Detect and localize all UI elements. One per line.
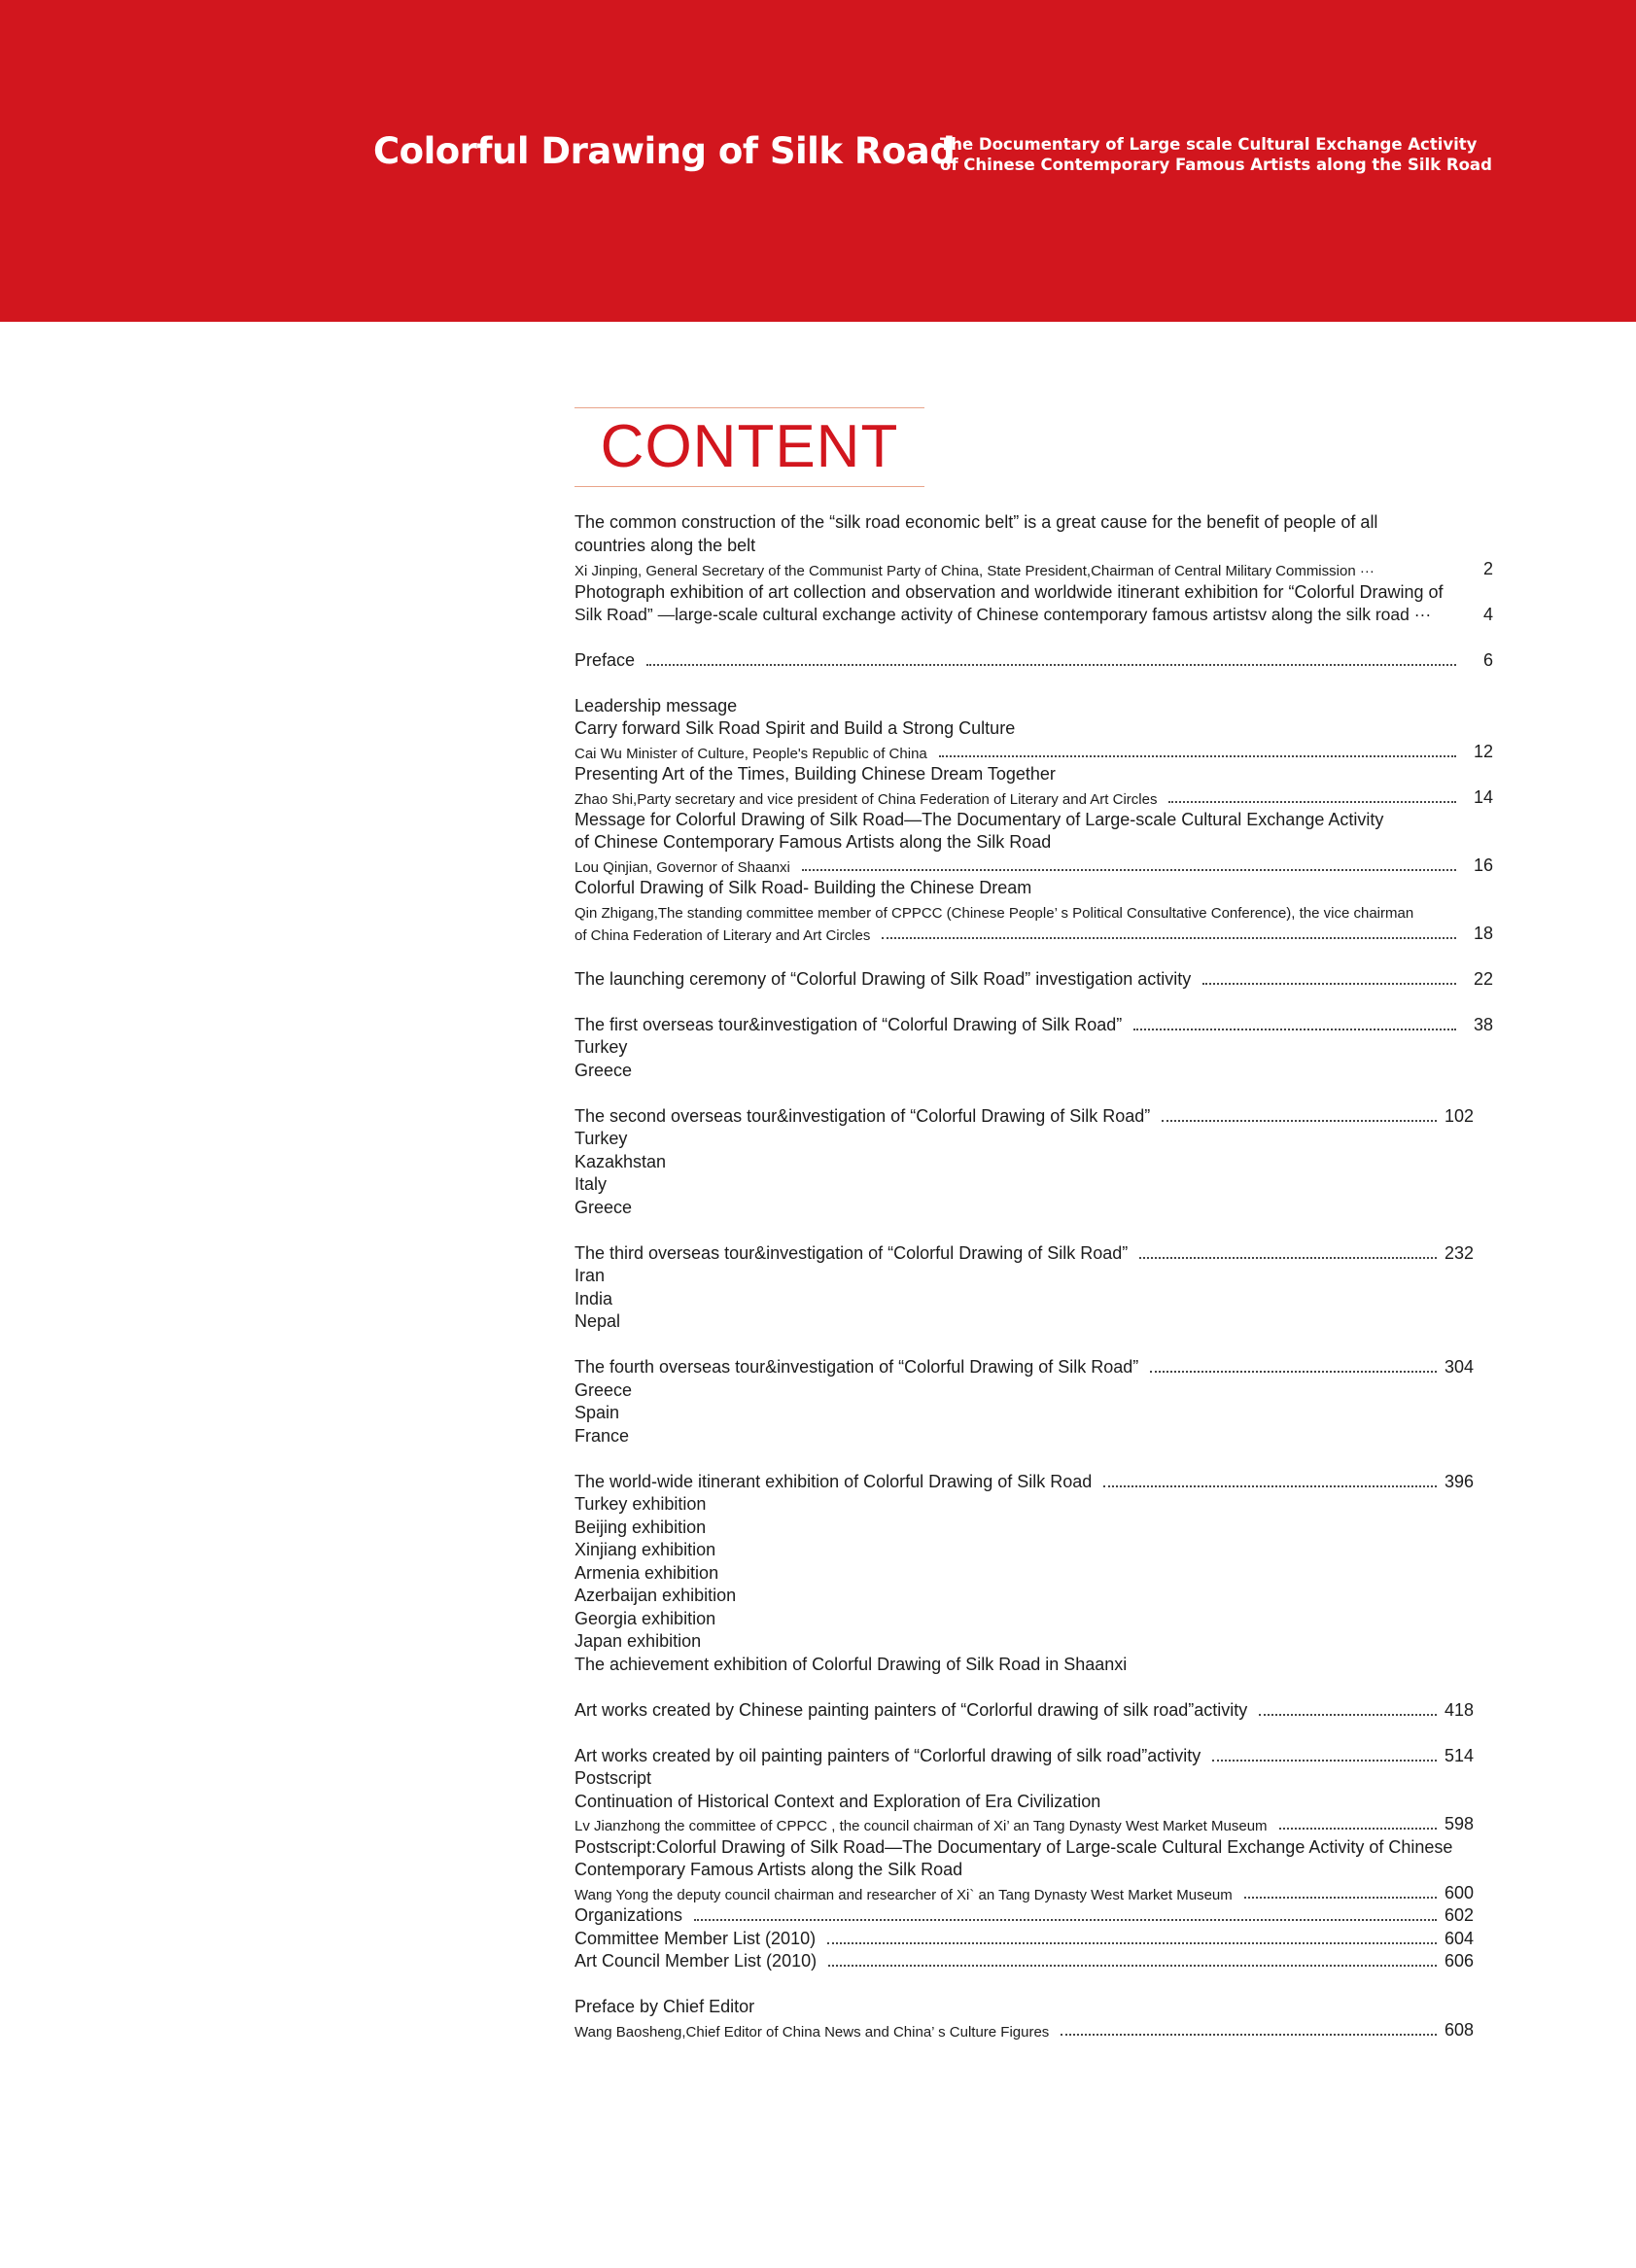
toc-entry <box>574 1515 1493 1538</box>
toc-entry <box>574 807 1493 830</box>
toc-page-number: 606 <box>1444 1951 1474 1971</box>
toc-entry-title: Azerbaijan exhibition <box>574 1586 737 1605</box>
toc-dot-leader <box>1212 1759 1437 1762</box>
toc-entry-title: Cai Wu Minister of Culture, People's Republic of China <box>574 746 927 762</box>
toc-page-number: 6 <box>1482 650 1493 670</box>
toc-entry-title: France <box>574 1426 630 1446</box>
toc-dot-leader <box>939 754 1456 757</box>
toc-page-number: 304 <box>1444 1357 1474 1377</box>
toc-entry <box>574 1308 1493 1332</box>
toc-page-number: 602 <box>1444 1905 1474 1925</box>
toc-entry-title: Iran <box>574 1266 606 1285</box>
toc-page-number: 608 <box>1444 2020 1474 2040</box>
toc-entry-title: Colorful Drawing of Silk Road- Building the Chinese Dream <box>574 878 1032 897</box>
toc-entry <box>574 898 1493 922</box>
toc-entry-title: Spain <box>574 1403 620 1422</box>
toc-page-number: 16 <box>1473 855 1493 875</box>
content-heading-box <box>574 407 924 487</box>
toc-entry-title: Organizations <box>574 1905 683 1925</box>
toc-entry <box>574 1743 1474 1766</box>
toc-entry-title: Message for Colorful Drawing of Silk Road—The Documentary of Large-scale Cultural Exchange Activity <box>574 810 1384 829</box>
toc-entry <box>574 785 1493 808</box>
toc-page-number: 232 <box>1444 1243 1474 1263</box>
toc-entry-title: Turkey <box>574 1129 628 1148</box>
toc-dot-leader <box>1244 1896 1437 1899</box>
toc-entry <box>574 761 1493 785</box>
toc-page-number: 102 <box>1444 1106 1474 1126</box>
toc-entry <box>574 693 1493 716</box>
toc-dot-leader <box>827 1941 1437 1944</box>
toc-entry <box>574 875 1493 898</box>
toc-entry-title: Contemporary Famous Artists along the Silk Road <box>574 1860 963 1879</box>
toc-page-number: 598 <box>1444 1814 1474 1833</box>
toc-entry-title: Postscript <box>574 1768 652 1788</box>
toc-entry-title: of China Federation of Literary and Art Circles <box>574 927 871 944</box>
toc-entry <box>574 1354 1474 1378</box>
toc-entry-title: The common construction of the “silk road economic belt” is a great cause for the benefit of people of all <box>574 512 1378 532</box>
toc-dot-leader <box>1061 2033 1437 2036</box>
book-title: Colorful Drawing of Silk Road <box>373 130 956 172</box>
toc-entry-title: of Chinese Contemporary Famous Artists along the Silk Road <box>574 832 1052 852</box>
toc-entry <box>574 556 1493 579</box>
toc-entry <box>574 1012 1493 1035</box>
toc-entry <box>574 1926 1474 1949</box>
toc-entry <box>574 1378 1493 1401</box>
toc-page-number: 396 <box>1444 1472 1474 1491</box>
toc-entry-title: The fourth overseas tour&investigation of “Colorful Drawing of Silk Road” <box>574 1357 1139 1377</box>
toc-page-number: 600 <box>1444 1883 1474 1902</box>
toc-entry <box>574 647 1493 671</box>
toc-entry-title: Beijing exhibition <box>574 1518 707 1537</box>
toc-dot-leader <box>1103 1484 1437 1487</box>
toc-entry <box>574 1286 1493 1309</box>
toc-entry-title: The second overseas tour&investigation of “Colorful Drawing of Silk Road” <box>574 1106 1151 1126</box>
toc-dot-leader <box>1279 1827 1437 1830</box>
toc-entry-title: Kazakhstan <box>574 1152 667 1171</box>
toc-entry-title: Wang Baosheng,Chief Editor of China News and China’ s Culture Figures <box>574 2024 1050 2041</box>
toc-entry-title: The third overseas tour&investigation of “Colorful Drawing of Silk Road” <box>574 1243 1129 1263</box>
toc-entry-title: Lou Qinjian, Governor of Shaanxi <box>574 859 790 876</box>
toc-entry <box>574 1902 1474 1926</box>
toc-entry <box>574 1103 1474 1127</box>
toc-entry <box>574 1171 1493 1195</box>
toc-dot-leader <box>1139 1256 1437 1259</box>
toc-page-number: 514 <box>1444 1746 1474 1765</box>
toc-entry-title: Xinjiang exhibition <box>574 1540 716 1559</box>
toc-entry <box>574 1058 1493 1081</box>
toc-page-number: 4 <box>1482 605 1493 624</box>
toc-dot-leader <box>1202 982 1456 985</box>
toc-entry-title: Greece <box>574 1198 633 1217</box>
toc-entry <box>574 1400 1493 1423</box>
toc-entry <box>574 1628 1493 1652</box>
toc-dot-leader <box>828 1964 1437 1967</box>
toc-entry-title: Art Council Member List (2010) <box>574 1951 818 1971</box>
toc-entry-title: Greece <box>574 1061 633 1080</box>
book-subtitle-line2: of Chinese Contemporary Famous Artists along the Silk Road <box>940 156 1492 174</box>
toc-entry-title: Italy <box>574 1174 608 1194</box>
toc-dot-leader <box>882 936 1456 939</box>
toc-entry <box>574 921 1493 944</box>
toc-entry-title: Art works created by oil painting painters of “Corlorful drawing of silk road”activity <box>574 1746 1201 1765</box>
header-banner <box>0 0 1636 322</box>
toc-entry-title: Photograph exhibition of art collection and observation and worldwide itinerant exhibition for “Colorful Drawing of <box>574 582 1444 602</box>
toc-entry-title: Japan exhibition <box>574 1631 702 1651</box>
toc-entry <box>574 1765 1493 1789</box>
toc-dot-leader <box>1150 1370 1437 1373</box>
toc-page-number: 18 <box>1473 924 1493 943</box>
toc-page-number: 2 <box>1482 559 1493 578</box>
toc-page-number: 22 <box>1473 969 1493 989</box>
toc-entry <box>574 533 1493 556</box>
toc-dot-leader <box>1259 1713 1437 1716</box>
toc-entry-title: Qin Zhigang,The standing committee member of CPPCC (Chinese People’ s Political Consultative Conference), the vice chairman <box>574 905 1414 922</box>
book-subtitle <box>940 134 1492 175</box>
toc-entry <box>574 739 1493 762</box>
toc-entry-title: Leadership message <box>574 696 738 715</box>
toc-entry <box>574 1994 1493 2017</box>
toc-entry <box>574 1583 1493 1606</box>
toc-entry <box>574 1857 1493 1880</box>
toc-entry-title: Wang Yong the deputy council chairman and researcher of Xi` an Tang Dynasty West Market Museum <box>574 1887 1233 1903</box>
toc-entry-title: countries along the belt <box>574 536 756 555</box>
toc-entry <box>574 1606 1493 1629</box>
toc-entry <box>574 1469 1474 1492</box>
toc-entry-title: Zhao Shi,Party secretary and vice president of China Federation of Literary and Art Circles <box>574 791 1158 808</box>
toc-entry-title: The launching ceremony of “Colorful Drawing of Silk Road” investigation activity <box>574 969 1192 989</box>
toc-dot-leader <box>694 1918 1437 1921</box>
toc-entry <box>574 829 1493 853</box>
toc-entry <box>574 1149 1493 1172</box>
toc-entry-title: Presenting Art of the Times, Building Chinese Dream Together <box>574 764 1056 784</box>
toc-entry <box>574 1263 1493 1286</box>
toc-dot-leader <box>802 868 1456 871</box>
toc-entry <box>574 1537 1493 1560</box>
toc-entry-title: The first overseas tour&investigation of “Colorful Drawing of Silk Road” <box>574 1015 1123 1034</box>
toc-entry <box>574 1423 1493 1447</box>
toc-page-number: 14 <box>1473 787 1493 807</box>
content-heading: CONTENT <box>600 413 899 480</box>
toc-entry-title: Georgia exhibition <box>574 1609 716 1628</box>
toc-entry <box>574 579 1493 603</box>
toc-entry <box>574 1491 1493 1515</box>
toc-entry-title: Preface by Chief Editor <box>574 1997 755 2016</box>
toc-entry <box>574 1880 1474 1903</box>
toc-entry <box>574 1195 1493 1218</box>
toc-entry <box>574 1126 1493 1149</box>
toc-page-number: 12 <box>1473 742 1493 761</box>
toc-entry <box>574 1834 1493 1858</box>
toc-entry <box>574 715 1493 739</box>
book-subtitle-line1: The Documentary of Large scale Cultural Exchange Activity <box>940 135 1478 154</box>
toc-entry-title: Continuation of Historical Context and Exploration of Era Civilization <box>574 1792 1101 1811</box>
toc-entry <box>574 602 1493 625</box>
toc-entry <box>574 1652 1493 1675</box>
toc-entry-title: Lv Jianzhong the committee of CPPCC , the council chairman of Xi’ an Tang Dynasty West Market Museum <box>574 1818 1268 1834</box>
toc-entry <box>574 1697 1474 1721</box>
toc-entry-title: Carry forward Silk Road Spirit and Build a Strong Culture <box>574 718 1016 738</box>
toc-entry-title: Turkey exhibition <box>574 1494 707 1514</box>
toc-entry <box>574 1789 1493 1812</box>
toc-entry-title: Silk Road” —large-scale cultural exchange activity of Chinese contemporary famous artistsv along the silk road ··· <box>574 605 1432 624</box>
toc-dot-leader <box>646 663 1456 666</box>
toc-entry-title: The world-wide itinerant exhibition of Colorful Drawing of Silk Road <box>574 1472 1093 1491</box>
toc-entry-title: Armenia exhibition <box>574 1563 719 1583</box>
toc-entry-title: Turkey <box>574 1037 628 1057</box>
toc-dot-leader <box>1168 800 1456 803</box>
toc-entry <box>574 1560 1493 1584</box>
toc-entry <box>574 1948 1474 1971</box>
toc-entry-title: Art works created by Chinese painting painters of “Corlorful drawing of silk road”activity <box>574 1700 1248 1720</box>
toc-entry-title: Preface <box>574 650 636 670</box>
toc-entry-title: Postscript:Colorful Drawing of Silk Road—The Documentary of Large-scale Cultural Exchange Activity of Chinese <box>574 1837 1453 1857</box>
toc-entry <box>574 1240 1474 1264</box>
toc-entry-title: The achievement exhibition of Colorful Drawing of Silk Road in Shaanxi <box>574 1655 1128 1674</box>
toc-entry-title: Xi Jinping, General Secretary of the Communist Party of China, State President,Chairman of Central Military Commission ··· <box>574 563 1375 579</box>
toc-entry-title: Nepal <box>574 1311 621 1331</box>
toc-entry <box>574 509 1493 533</box>
toc-page-number: 38 <box>1473 1015 1493 1034</box>
toc-entry <box>574 1811 1474 1834</box>
toc-page-number: 604 <box>1444 1929 1474 1948</box>
toc-dot-leader <box>1133 1028 1456 1030</box>
toc-entry <box>574 966 1493 990</box>
toc-entry-title: Committee Member List (2010) <box>574 1929 817 1948</box>
toc-entry-title: Greece <box>574 1380 633 1400</box>
toc-entry <box>574 2017 1474 2041</box>
toc-entry-title: India <box>574 1289 613 1308</box>
toc-entry <box>574 1034 1493 1058</box>
toc-entry <box>574 853 1493 876</box>
toc-dot-leader <box>1162 1119 1437 1122</box>
toc-page-number: 418 <box>1444 1700 1474 1720</box>
